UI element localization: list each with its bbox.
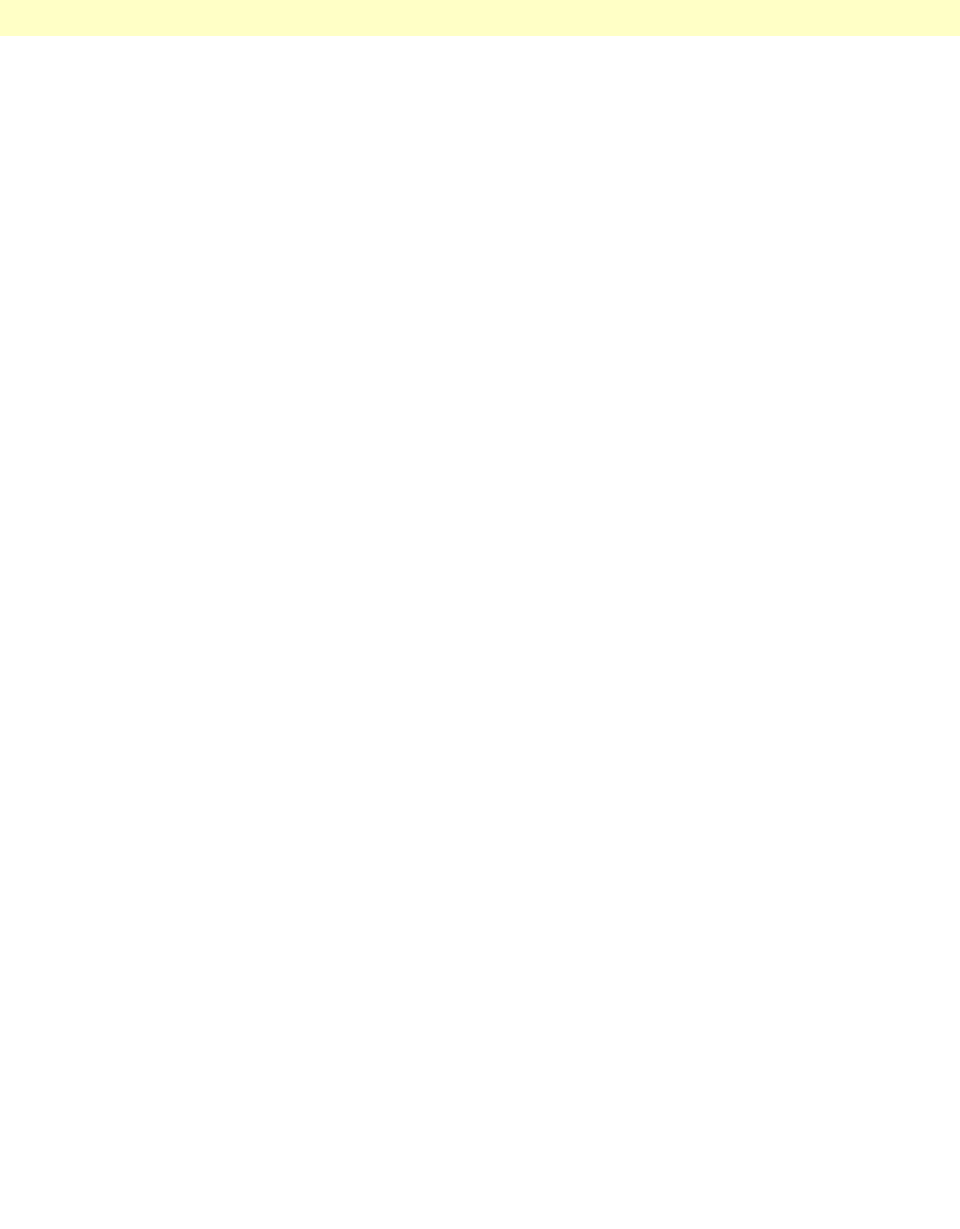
page-title	[10, 4, 16, 32]
page-header	[0, 0, 960, 36]
